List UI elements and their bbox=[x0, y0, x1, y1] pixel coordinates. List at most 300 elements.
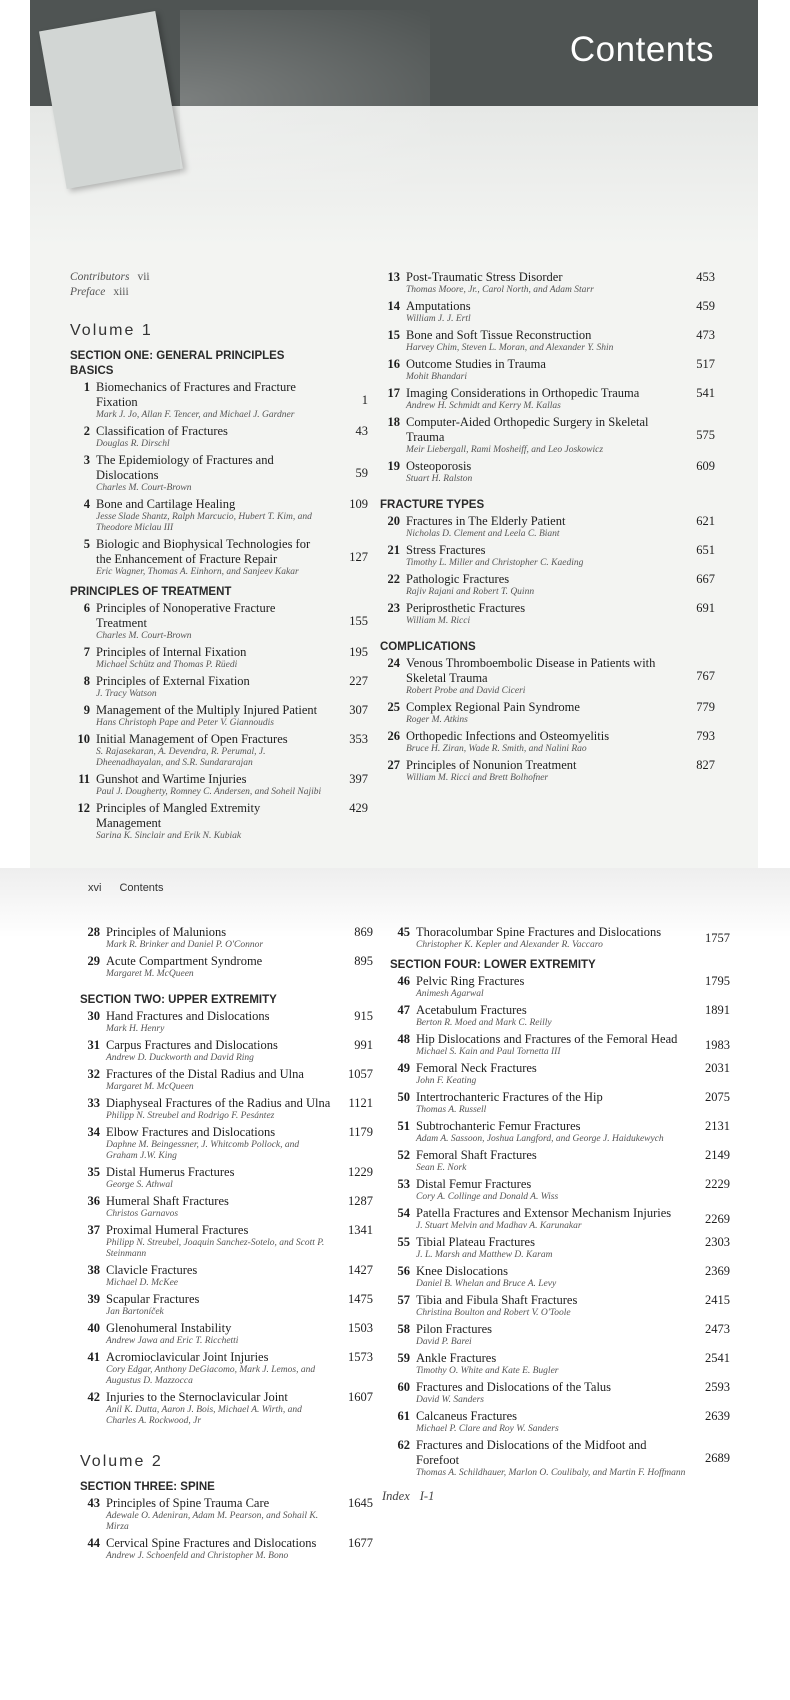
chapter-authors: Adam A. Sassoon, Joshua Langford, and George J. Haidukewych bbox=[416, 1134, 664, 1144]
chapter-title: Distal Femur Fractures bbox=[416, 1177, 532, 1191]
chapter-title: Diaphyseal Fractures of the Radius and Ulna bbox=[106, 1096, 331, 1110]
chapter-title: Patella Fractures and Extensor Mechanism Injuries bbox=[416, 1206, 672, 1220]
chapter-title: Principles of Spine Trauma Care bbox=[106, 1496, 270, 1510]
chapter-authors: Robert Probe and David Ciceri bbox=[406, 686, 526, 696]
chapter-authors: Eric Wagner, Thomas A. Einhorn, and Sanjeev Kakar bbox=[96, 567, 299, 577]
chapter-page-number: 667 bbox=[696, 572, 715, 586]
chapter-authors: Andrew H. Schmidt and Kerry M. Kallas bbox=[406, 401, 561, 411]
chapter-number: 21 bbox=[387, 543, 400, 557]
chapter-number: 62 bbox=[397, 1438, 410, 1452]
chapter-title: Biologic and Biophysical Technologies for the Enhancement of Fracture Repair bbox=[96, 537, 311, 566]
chapter-body bbox=[416, 1090, 690, 1116]
chapter-number: 40 bbox=[87, 1321, 100, 1335]
chapter-page-number: 2131 bbox=[705, 1119, 730, 1133]
chapter-title: Management of the Multiply Injured Patient bbox=[96, 703, 318, 717]
front-matter-preface[interactable] bbox=[70, 285, 368, 300]
chapter-entry[interactable] bbox=[80, 1496, 373, 1533]
chapter-entry[interactable] bbox=[70, 674, 368, 700]
chapter-number: 20 bbox=[387, 514, 400, 528]
chapter-entry[interactable] bbox=[80, 1096, 373, 1122]
chapter-title: Hip Dislocations and Fractures of the Femoral Head bbox=[416, 1032, 678, 1046]
chapter-body bbox=[416, 925, 690, 951]
chapter-body bbox=[406, 700, 675, 726]
chapter-number: 56 bbox=[397, 1264, 410, 1278]
chapter-authors: Thomas A. Schildhauer, Marlon O. Coulibaly, and Martin F. Hoffmann bbox=[416, 1468, 686, 1478]
chapter-authors: William M. Ricci and Brett Bolhofner bbox=[406, 773, 549, 783]
chapter-authors: J. Stuart Melvin and Madhav A. Karunakar bbox=[416, 1221, 582, 1231]
toc-column-page1-left bbox=[70, 270, 368, 845]
chapter-entry[interactable] bbox=[80, 1125, 373, 1162]
chapter-number: 11 bbox=[78, 772, 90, 786]
chapter-authors: Christopher K. Kepler and Alexander R. Vaccaro bbox=[416, 940, 603, 950]
chapter-entry[interactable] bbox=[380, 514, 715, 540]
chapter-authors: Margaret M. McQueen bbox=[106, 1082, 194, 1092]
chapter-page-number: 1607 bbox=[348, 1390, 373, 1404]
page-title: Contents bbox=[569, 30, 714, 69]
chapter-entry[interactable] bbox=[380, 729, 715, 755]
front-matter-label: Contributors bbox=[70, 271, 130, 283]
chapter-title: Hand Fractures and Dislocations bbox=[106, 1009, 270, 1023]
chapter-title: Acetabulum Fractures bbox=[416, 1003, 527, 1017]
chapter-entry[interactable] bbox=[390, 1264, 730, 1290]
chapter-entry[interactable] bbox=[390, 1177, 730, 1203]
chapter-entry[interactable] bbox=[70, 703, 368, 729]
chapter-body bbox=[416, 1264, 690, 1290]
chapter-entry[interactable] bbox=[390, 1322, 730, 1348]
chapter-authors: Thomas A. Russell bbox=[416, 1105, 487, 1115]
chapter-body bbox=[96, 497, 328, 534]
chapter-number: 1 bbox=[83, 380, 90, 394]
chapter-number: 45 bbox=[397, 925, 410, 939]
chapter-number: 9 bbox=[83, 703, 90, 717]
chapter-entry[interactable] bbox=[380, 601, 715, 627]
chapter-body bbox=[106, 1321, 333, 1347]
chapter-page-number: 227 bbox=[349, 674, 368, 688]
chapter-entry[interactable] bbox=[390, 1235, 730, 1261]
chapter-body bbox=[406, 514, 675, 540]
chapter-entry[interactable] bbox=[80, 1263, 373, 1289]
chapter-entry[interactable] bbox=[390, 1003, 730, 1029]
chapter-number: 15 bbox=[387, 328, 400, 342]
chapter-body bbox=[96, 732, 328, 769]
chapter-authors: Michael D. McKee bbox=[106, 1278, 179, 1288]
chapter-entry[interactable] bbox=[390, 1351, 730, 1377]
chapter-page-number: 2075 bbox=[705, 1090, 730, 1104]
chapter-page-number: 1 bbox=[361, 393, 368, 407]
chapter-page-number: 915 bbox=[354, 1009, 373, 1023]
chapter-number: 10 bbox=[77, 732, 90, 746]
chapter-entry[interactable] bbox=[80, 1536, 373, 1562]
chapter-body bbox=[406, 543, 675, 569]
chapter-page-number: 127 bbox=[349, 550, 368, 564]
chapter-entry[interactable] bbox=[380, 357, 715, 383]
chapter-entry[interactable] bbox=[380, 700, 715, 726]
chapter-number: 17 bbox=[387, 386, 400, 400]
chapter-page-number: 2593 bbox=[705, 1380, 730, 1394]
chapter-authors: Harvey Chim, Steven L. Moran, and Alexander Y. Shin bbox=[406, 343, 614, 353]
chapter-entry[interactable] bbox=[380, 459, 715, 485]
chapter-entry[interactable] bbox=[70, 537, 368, 578]
chapter-number: 35 bbox=[87, 1165, 100, 1179]
volume-heading: Volume 1 bbox=[70, 322, 153, 339]
chapter-entry[interactable] bbox=[380, 758, 715, 784]
chapter-body bbox=[406, 729, 675, 755]
chapter-body bbox=[96, 537, 328, 578]
chapter-authors: J. L. Marsh and Matthew D. Karam bbox=[416, 1250, 553, 1260]
chapter-number: 3 bbox=[83, 453, 90, 467]
chapter-number: 46 bbox=[397, 974, 410, 988]
chapter-authors: Berton R. Moed and Mark C. Reilly bbox=[416, 1018, 552, 1028]
chapter-entry[interactable] bbox=[380, 572, 715, 598]
chapter-authors: Anil K. Dutta, Aaron J. Bois, Michael A. Wirth, and Charles A. Rockwood, Jr bbox=[106, 1405, 302, 1426]
chapter-page-number: 429 bbox=[349, 801, 368, 815]
chapter-page-number: 2473 bbox=[705, 1322, 730, 1336]
chapter-title: Gunshot and Wartime Injuries bbox=[96, 772, 247, 786]
section-heading: SECTION ONE: GENERAL PRINCIPLES bbox=[70, 350, 285, 362]
chapter-body bbox=[416, 1177, 690, 1203]
chapter-number: 16 bbox=[387, 357, 400, 371]
chapter-authors: Jesse Slade Shantz, Ralph Marcucio, Hubert T. Kim, and Theodore Miclau III bbox=[96, 512, 312, 533]
index-label: Index bbox=[382, 1489, 410, 1503]
chapter-page-number: 155 bbox=[349, 614, 368, 628]
chapter-number: 4 bbox=[83, 497, 90, 511]
chapter-body bbox=[106, 1125, 333, 1162]
chapter-body bbox=[96, 453, 328, 494]
chapter-entry[interactable] bbox=[80, 1194, 373, 1220]
chapter-authors: Philipp N. Streubel and Rodrigo F. Pesántez bbox=[106, 1111, 275, 1121]
chapter-title: Clavicle Fractures bbox=[106, 1263, 198, 1277]
chapter-number: 18 bbox=[387, 415, 400, 429]
chapter-title: Carpus Fractures and Dislocations bbox=[106, 1038, 278, 1052]
chapter-title: Knee Dislocations bbox=[416, 1264, 508, 1278]
front-matter-contributors[interactable] bbox=[70, 270, 368, 285]
chapter-authors: Margaret M. McQueen bbox=[106, 969, 194, 979]
chapter-number: 44 bbox=[87, 1536, 100, 1550]
chapter-authors: Jan Bartoníček bbox=[106, 1307, 164, 1317]
chapter-body bbox=[106, 1165, 333, 1191]
chapter-page-number: 459 bbox=[696, 299, 715, 313]
chapter-authors: S. Rajasekaran, A. Devendra, R. Perumal, J. Dheenadhayalan, and S.R. Sundararajan bbox=[96, 747, 266, 768]
chapter-page-number: 1057 bbox=[348, 1067, 373, 1081]
chapter-title: Principles of Malunions bbox=[106, 925, 227, 939]
chapter-title: Injuries to the Sternoclavicular Joint bbox=[106, 1390, 288, 1404]
chapter-entry[interactable] bbox=[70, 601, 368, 642]
chapter-entry[interactable] bbox=[70, 772, 368, 798]
chapter-authors: William M. Ricci bbox=[406, 616, 471, 626]
chapter-authors: Andrew D. Duckworth and David Ring bbox=[106, 1053, 254, 1063]
chapter-title: Fractures in The Elderly Patient bbox=[406, 514, 566, 528]
chapter-body bbox=[416, 1003, 690, 1029]
chapter-title: Initial Management of Open Fractures bbox=[96, 732, 288, 746]
chapter-number: 13 bbox=[387, 270, 400, 284]
chapter-title: Scapular Fractures bbox=[106, 1292, 200, 1306]
chapter-entry[interactable] bbox=[80, 1165, 373, 1191]
chapter-number: 23 bbox=[387, 601, 400, 615]
chapter-page-number: 895 bbox=[354, 954, 373, 968]
toc-column-page2-left bbox=[80, 925, 373, 1565]
chapter-entry[interactable] bbox=[80, 1350, 373, 1387]
chapter-title: Glenohumeral Instability bbox=[106, 1321, 232, 1335]
chapter-entry[interactable] bbox=[70, 453, 368, 494]
chapter-body bbox=[106, 1096, 333, 1122]
chapter-entry[interactable] bbox=[80, 1292, 373, 1318]
chapter-authors: Cory A. Collinge and Donald A. Wiss bbox=[416, 1192, 559, 1202]
chapter-number: 41 bbox=[87, 1350, 100, 1364]
chapter-title: Classification of Fractures bbox=[96, 424, 228, 438]
chapter-page-number: 195 bbox=[349, 645, 368, 659]
chapter-entry[interactable] bbox=[70, 380, 368, 421]
chapter-authors: Mark J. Jo, Allan F. Tencer, and Michael J. Gardner bbox=[96, 410, 295, 420]
chapter-number: 14 bbox=[387, 299, 400, 313]
chapter-page-number: 2541 bbox=[705, 1351, 730, 1365]
chapter-page-number: 2149 bbox=[705, 1148, 730, 1162]
chapter-number: 6 bbox=[83, 601, 90, 615]
chapter-body bbox=[416, 1148, 690, 1174]
chapter-title: Ankle Fractures bbox=[416, 1351, 497, 1365]
chapter-number: 51 bbox=[397, 1119, 410, 1133]
chapter-number: 61 bbox=[397, 1409, 410, 1423]
chapter-title: Principles of Nonoperative Fracture Treatment bbox=[96, 601, 276, 630]
chapter-authors: J. Tracy Watson bbox=[96, 689, 157, 699]
chapter-authors: Timothy L. Miller and Christopher C. Kaeding bbox=[406, 558, 584, 568]
chapter-body bbox=[406, 328, 675, 354]
chapter-number: 37 bbox=[87, 1223, 100, 1237]
chapter-body bbox=[406, 758, 675, 784]
chapter-number: 43 bbox=[87, 1496, 100, 1510]
index-page: I-1 bbox=[419, 1489, 435, 1503]
chapter-number: 36 bbox=[87, 1194, 100, 1208]
toc-column-page1-right bbox=[380, 270, 715, 787]
chapter-entry[interactable] bbox=[80, 1223, 373, 1260]
chapter-title: Distal Humerus Fractures bbox=[106, 1165, 235, 1179]
chapter-authors: Daniel B. Whelan and Bruce A. Levy bbox=[416, 1279, 557, 1289]
toc-column-page2-right bbox=[382, 925, 730, 1504]
chapter-entry[interactable] bbox=[80, 954, 373, 980]
chapter-title: Proximal Humeral Fractures bbox=[106, 1223, 249, 1237]
chapter-entry[interactable] bbox=[80, 925, 373, 951]
chapter-page-number: 2303 bbox=[705, 1235, 730, 1249]
chapter-title: Bone and Soft Tissue Reconstruction bbox=[406, 328, 592, 342]
chapter-body bbox=[106, 925, 333, 951]
chapter-entry[interactable] bbox=[380, 299, 715, 325]
chapter-page-number: 575 bbox=[696, 428, 715, 442]
chapter-authors: Daphne M. Beingessner, J. Whitcomb Pollock, and Graham J.W. King bbox=[106, 1140, 300, 1161]
chapter-body bbox=[106, 1009, 333, 1035]
chapter-authors: Rajiv Rajani and Robert T. Quinn bbox=[406, 587, 535, 597]
chapter-page-number: 1341 bbox=[348, 1223, 373, 1237]
chapter-number: 54 bbox=[397, 1206, 410, 1220]
chapter-body bbox=[416, 974, 690, 1000]
chapter-body bbox=[416, 1206, 690, 1232]
chapter-page-number: 1229 bbox=[348, 1165, 373, 1179]
chapter-authors: Michael S. Kain and Paul Tornetta III bbox=[416, 1047, 561, 1057]
chapter-entry[interactable] bbox=[380, 328, 715, 354]
chapter-entry[interactable] bbox=[390, 1206, 730, 1232]
chapter-page-number: 517 bbox=[696, 357, 715, 371]
chapter-authors: Michael P. Clare and Roy W. Sanders bbox=[416, 1424, 559, 1434]
chapter-body bbox=[416, 1032, 690, 1058]
chapter-entry[interactable] bbox=[70, 424, 368, 450]
chapter-entry[interactable] bbox=[70, 645, 368, 671]
chapter-title: Femoral Neck Fractures bbox=[416, 1061, 537, 1075]
chapter-number: 31 bbox=[87, 1038, 100, 1052]
chapter-title: Computer-Aided Orthopedic Surgery in Skeletal Trauma bbox=[406, 415, 649, 444]
chapter-number: 32 bbox=[87, 1067, 100, 1081]
front-matter-page: vii bbox=[137, 271, 150, 283]
chapter-page-number: 109 bbox=[349, 497, 368, 511]
chapter-number: 28 bbox=[87, 925, 100, 939]
chapter-authors: George S. Athwal bbox=[106, 1180, 173, 1190]
chapter-entry[interactable] bbox=[390, 1061, 730, 1087]
chapter-number: 38 bbox=[87, 1263, 100, 1277]
chapter-page-number: 767 bbox=[696, 669, 715, 683]
chapter-page-number: 793 bbox=[696, 729, 715, 743]
chapter-title: Osteoporosis bbox=[406, 459, 472, 473]
chapter-number: 42 bbox=[87, 1390, 100, 1404]
chapter-number: 19 bbox=[387, 459, 400, 473]
chapter-body bbox=[106, 1536, 333, 1562]
chapter-authors: William J. J. Ertl bbox=[406, 314, 471, 324]
chapter-authors: Michael Schütz and Thomas P. Rüedi bbox=[96, 660, 238, 670]
chapter-entry[interactable] bbox=[380, 415, 715, 456]
chapter-number: 57 bbox=[397, 1293, 410, 1307]
chapter-title: Pilon Fractures bbox=[416, 1322, 493, 1336]
chapter-number: 25 bbox=[387, 700, 400, 714]
index-entry[interactable] bbox=[382, 1489, 730, 1504]
chapter-authors: John F. Keating bbox=[416, 1076, 477, 1086]
chapter-entry[interactable] bbox=[80, 1067, 373, 1093]
chapter-authors: Andrew J. Schoenfeld and Christopher M. Bono bbox=[106, 1551, 289, 1561]
chapter-page-number: 621 bbox=[696, 514, 715, 528]
chapter-number: 47 bbox=[397, 1003, 410, 1017]
chapter-number: 7 bbox=[83, 645, 90, 659]
chapter-entry[interactable] bbox=[390, 974, 730, 1000]
chapter-title: Orthopedic Infections and Osteomyelitis bbox=[406, 729, 610, 743]
chapter-page-number: 453 bbox=[696, 270, 715, 284]
chapter-body bbox=[96, 772, 328, 798]
chapter-body bbox=[106, 1038, 333, 1064]
chapter-number: 58 bbox=[397, 1322, 410, 1336]
chapter-authors: Stuart H. Ralston bbox=[406, 474, 473, 484]
chapter-number: 8 bbox=[83, 674, 90, 688]
chapter-page-number: 353 bbox=[349, 732, 368, 746]
chapter-title: Principles of Internal Fixation bbox=[96, 645, 247, 659]
section-heading: SECTION TWO: UPPER EXTREMITY bbox=[80, 994, 277, 1006]
chapter-entry[interactable] bbox=[80, 1009, 373, 1035]
chapter-entry[interactable] bbox=[80, 1321, 373, 1347]
chapter-entry[interactable] bbox=[380, 543, 715, 569]
chapter-title: Principles of External Fixation bbox=[96, 674, 250, 688]
chapter-number: 33 bbox=[87, 1096, 100, 1110]
chapter-title: Fractures of the Distal Radius and Ulna bbox=[106, 1067, 304, 1081]
chapter-page-number: 473 bbox=[696, 328, 715, 342]
chapter-page-number: 2369 bbox=[705, 1264, 730, 1278]
chapter-authors: Philipp N. Streubel, Joaquin Sanchez-Sotelo, and Scott P. Steinmann bbox=[106, 1238, 325, 1259]
chapter-authors: Timothy O. White and Kate E. Bugler bbox=[416, 1366, 559, 1376]
chapter-authors: Cory Edgar, Anthony DeGiacomo, Mark J. Lemos, and Augustus D. Mazzocca bbox=[106, 1365, 316, 1386]
chapter-title: The Epidemiology of Fractures and Dislocations bbox=[96, 453, 274, 482]
chapter-entry[interactable] bbox=[380, 386, 715, 412]
chapter-entry[interactable] bbox=[390, 1380, 730, 1406]
section-subheading: BASICS bbox=[70, 365, 114, 377]
chapter-authors: Douglas R. Dirschl bbox=[96, 439, 170, 449]
chapter-authors: Mark R. Brinker and Daniel P. O'Connor bbox=[106, 940, 264, 950]
chapter-body bbox=[96, 601, 328, 642]
chapter-entry[interactable] bbox=[390, 925, 730, 951]
chapter-authors: Christina Boulton and Robert V. O'Toole bbox=[416, 1308, 571, 1318]
chapter-body bbox=[106, 1263, 333, 1289]
chapter-entry[interactable] bbox=[390, 1148, 730, 1174]
chapter-authors: Nicholas D. Clement and Leela C. Biant bbox=[406, 529, 560, 539]
section-heading: SECTION FOUR: LOWER EXTREMITY bbox=[390, 959, 596, 971]
chapter-entry[interactable] bbox=[70, 497, 368, 534]
chapter-number: 24 bbox=[387, 656, 400, 670]
chapter-page-number: 541 bbox=[696, 386, 715, 400]
chapter-page-number: 1179 bbox=[348, 1125, 373, 1139]
chapter-page-number: 1757 bbox=[705, 930, 730, 945]
chapter-body bbox=[406, 572, 675, 598]
chapter-entry[interactable] bbox=[390, 1438, 730, 1479]
section-subheading: COMPLICATIONS bbox=[380, 641, 476, 653]
chapter-authors: David W. Sanders bbox=[416, 1395, 484, 1405]
chapter-title: Principles of Nonunion Treatment bbox=[406, 758, 577, 772]
volume-heading: Volume 2 bbox=[80, 1453, 163, 1470]
chapter-entry[interactable] bbox=[70, 732, 368, 769]
chapter-authors: Sean E. Nork bbox=[416, 1163, 467, 1173]
chapter-body bbox=[96, 801, 328, 842]
chapter-entry[interactable] bbox=[70, 801, 368, 842]
chapter-page-number: 779 bbox=[696, 700, 715, 714]
chapter-body bbox=[96, 703, 328, 729]
chapter-body bbox=[416, 1409, 690, 1435]
chapter-authors: Paul J. Dougherty, Romney C. Andersen, and Soheil Najibi bbox=[96, 787, 322, 797]
chapter-number: 48 bbox=[397, 1032, 410, 1046]
chapter-page-number: 1121 bbox=[348, 1096, 373, 1110]
chapter-body bbox=[96, 674, 328, 700]
chapter-title: Periprosthetic Fractures bbox=[406, 601, 526, 615]
chapter-authors: Bruce H. Ziran, Wade R. Smith, and Nalini Rao bbox=[406, 744, 587, 754]
chapter-title: Stress Fractures bbox=[406, 543, 486, 557]
chapter-authors: Charles M. Court-Brown bbox=[96, 631, 192, 641]
chapter-entry[interactable] bbox=[390, 1409, 730, 1435]
chapter-page-number: 1983 bbox=[705, 1037, 730, 1052]
chapter-page-number: 609 bbox=[696, 459, 715, 473]
chapter-number: 60 bbox=[397, 1380, 410, 1394]
chapter-body bbox=[416, 1119, 690, 1145]
chapter-title: Bone and Cartilage Healing bbox=[96, 497, 236, 511]
chapter-authors: Christos Garnavos bbox=[106, 1209, 179, 1219]
chapter-number: 59 bbox=[397, 1351, 410, 1365]
chapter-title: Outcome Studies in Trauma bbox=[406, 357, 546, 371]
chapter-title: Imaging Considerations in Orthopedic Trauma bbox=[406, 386, 640, 400]
running-head bbox=[88, 882, 163, 894]
chapter-body bbox=[416, 1061, 690, 1087]
chapter-entry[interactable] bbox=[390, 1293, 730, 1319]
chapter-body bbox=[106, 1067, 333, 1093]
chapter-entry[interactable] bbox=[80, 1038, 373, 1064]
chapter-entry[interactable] bbox=[390, 1090, 730, 1116]
chapter-page-number: 2689 bbox=[705, 1451, 730, 1465]
chapter-entry[interactable] bbox=[80, 1390, 373, 1427]
chapter-body bbox=[406, 299, 675, 325]
chapter-entry[interactable] bbox=[380, 656, 715, 697]
section-subheading: PRINCIPLES OF TREATMENT bbox=[70, 586, 232, 598]
chapter-entry[interactable] bbox=[380, 270, 715, 296]
chapter-number: 22 bbox=[387, 572, 400, 586]
chapter-entry[interactable] bbox=[390, 1032, 730, 1058]
chapter-number: 27 bbox=[387, 758, 400, 772]
chapter-entry[interactable] bbox=[390, 1119, 730, 1145]
